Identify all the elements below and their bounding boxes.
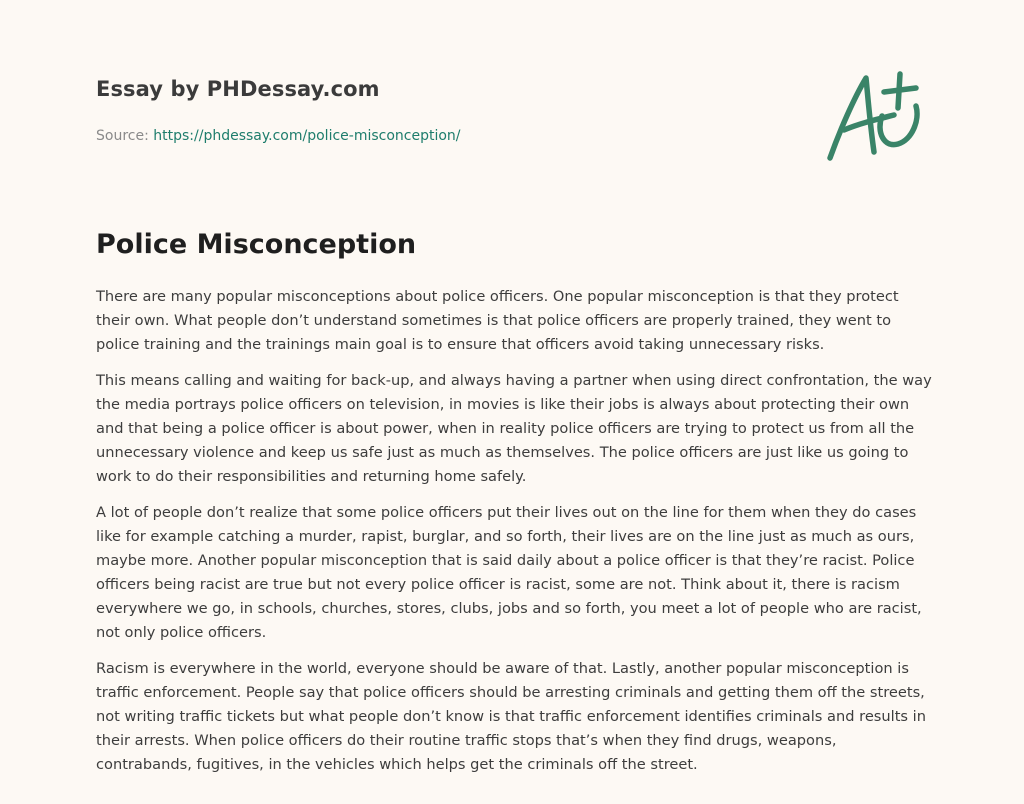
essay-paragraph: A lot of people don’t realize that some police officers put their lives out on the line for them when they do cases like for example catching a murder, rapist, burglar, and so forth, their lives are on the line just as much as ours, maybe more. Another popular misconception that is said daily about a police officer is that they’re racist. Police officers being racist are true but not every police officer is racist, some are not. Think about it, there is racism everywhere we go, in schools, churches, stores, clubs, jobs and so forth, you meet a lot of people who are racist, not only police officers. [96,504,922,641]
essay-paragraph: Racism is everywhere in the world, everyone should be aware of that. Lastly, another popular misconception is traffic enforcement. People say that police officers should be arresting criminals and getting them off the streets, not writing traffic tickets but what people don’t know is that traffic enforcement identifies criminals and results in their arrests. When police officers do their routine traffic stops that’s when they find drugs, weapons, contrabands, fugitives, in the vehicles which helps get the criminals off the street. [96,660,926,773]
essay-title: Police Misconception [96,229,417,260]
source-line [96,126,796,146]
source-link[interactable]: https://phdessay.com/police-misconception/ [153,128,461,144]
essay-body [96,285,932,789]
header [96,74,796,146]
essay-paragraph: This means calling and waiting for back-up, and always having a partner when using direct confrontation, the way the media portrays police officers on television, in movies is like their jobs is always about protecting their own and that being a police officer is about power, when in reality police officers are trying to protect us from all the unnecessary violence and keep us safe just as much as themselves. The police officers are just like us going to work to do their responsibilities and returning home safely. [96,372,932,485]
essay-paragraph: There are many popular misconceptions about police officers. One popular misconception is that they protect their own. What people don’t understand sometimes is that police officers are properly trained, they went to police training and the trainings main goal is to ensure that officers avoid taking unnecessary risks. [96,288,899,353]
brand-title: Essay by PHDessay.com [96,77,380,101]
source-label: Source: [96,128,149,144]
a-plus-grade-icon [822,68,926,164]
